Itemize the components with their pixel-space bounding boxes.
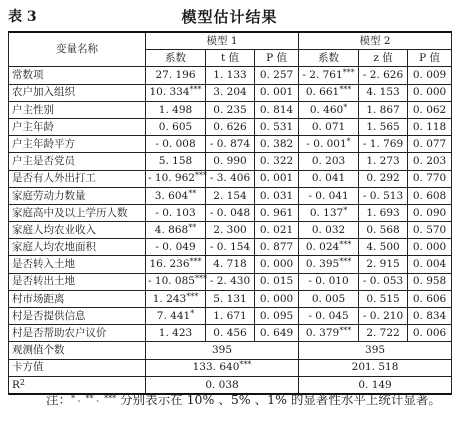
coef-m2-cell	[299, 84, 359, 101]
sig-stars-m2: ***	[339, 240, 352, 250]
z-value: 4. 500	[359, 239, 408, 256]
coef-m1: 1. 243	[152, 292, 187, 305]
z-value: 1. 867	[359, 101, 408, 118]
z-value: - 1. 769	[359, 136, 408, 153]
p-value-m1: 0. 095	[255, 308, 299, 325]
p-value-m1: 0. 001	[255, 170, 299, 187]
p-value-m1: 0. 031	[255, 187, 299, 204]
coef-m1-cell	[146, 67, 206, 84]
p-value-m2: 0. 000	[408, 84, 452, 101]
p-header-m1: P 值	[255, 50, 299, 67]
coef-header-m2: 系数	[299, 50, 359, 67]
table-row	[9, 170, 452, 187]
coef-header-m1: 系数	[146, 50, 206, 67]
summary-m2: 395	[365, 344, 386, 357]
table-row	[9, 290, 452, 307]
coef-m1: - 10. 085	[148, 275, 195, 288]
table-row	[9, 273, 452, 290]
table-row	[9, 187, 452, 204]
coef-m2-cell	[299, 187, 359, 204]
z-value: 0. 292	[359, 170, 408, 187]
coef-m2: - 0. 045	[308, 309, 349, 322]
coef-m2: - 0. 041	[308, 189, 349, 202]
summary-m2-cell	[299, 359, 452, 376]
z-value: 1. 273	[359, 153, 408, 170]
summary-label: 卡方值	[9, 359, 146, 376]
coef-m1: 4. 868	[154, 223, 189, 236]
t-value: 0. 235	[206, 101, 255, 118]
t-value: - 0. 154	[206, 239, 255, 256]
sig-stars-m2: ***	[342, 68, 355, 78]
t-value: 1. 133	[206, 67, 255, 84]
coef-m2-cell	[299, 325, 359, 342]
p-value-m2: 0. 958	[408, 273, 452, 290]
table-header	[8, 6, 451, 26]
p-value-m2: 0. 009	[408, 67, 452, 84]
p-value-m2: 0. 570	[408, 222, 452, 239]
coef-m1-cell	[146, 256, 206, 273]
p-value-m2: 0. 834	[408, 308, 452, 325]
z-value: 2. 722	[359, 325, 408, 342]
note-prefix: 注：	[46, 392, 72, 407]
variable-name: 是否有人外出打工	[9, 170, 146, 187]
p-value-m2: 0. 606	[408, 290, 452, 307]
coef-m2: 0. 460	[309, 103, 344, 116]
coef-m2-cell	[299, 118, 359, 135]
coef-m1: 5. 158	[158, 155, 193, 168]
coef-m2: - 0. 001	[306, 137, 347, 150]
variable-name: 户主年龄平方	[9, 136, 146, 153]
p-value-m2: 0. 608	[408, 187, 452, 204]
coef-m2: 0. 071	[311, 120, 346, 133]
t-value: 2. 300	[206, 222, 255, 239]
p-value-m2: 0. 203	[408, 153, 452, 170]
sig-stars-m2: *	[343, 205, 348, 215]
t-header-m1: t 值	[206, 50, 255, 67]
coef-m2-cell	[299, 290, 359, 307]
r2-sup: 2	[19, 377, 25, 387]
summary-row	[9, 342, 452, 359]
summary-m1: 395	[211, 344, 233, 357]
table-row	[9, 84, 452, 101]
coef-m1-cell	[146, 222, 206, 239]
table-title: 模型估计结果	[181, 8, 278, 26]
table-row	[9, 222, 452, 239]
coef-m1: 7. 441	[156, 309, 191, 322]
table-row	[9, 153, 452, 170]
r2-label: R	[12, 378, 20, 391]
z-value: - 0. 210	[359, 308, 408, 325]
p-value-m2: 0. 062	[408, 101, 452, 118]
coef-m2: 0. 041	[311, 172, 346, 185]
z-value: 4. 153	[359, 84, 408, 101]
z-value: 1. 693	[359, 204, 408, 221]
t-value: 0. 626	[206, 118, 255, 135]
table-row	[9, 308, 452, 325]
variable-name: 是否转出土地	[9, 273, 146, 290]
coef-m1-cell	[146, 84, 206, 101]
sig-stars-m1: ***	[194, 274, 207, 284]
coef-m1-cell	[146, 308, 206, 325]
p-value-m1: 0. 877	[255, 239, 299, 256]
summary-m1-stars: ***	[239, 360, 252, 370]
model2-header: 模型 2	[299, 32, 452, 50]
variable-name: 村是否帮助农户议价	[9, 325, 146, 342]
variable-name: 家庭劳动力数量	[9, 187, 146, 204]
coef-m1-cell	[146, 239, 206, 256]
coef-m1-cell	[146, 273, 206, 290]
table-note	[10, 390, 450, 409]
coef-m1: 10. 334	[149, 86, 190, 99]
summary-m1-cell	[146, 342, 299, 359]
p-value-m1: 0. 021	[255, 222, 299, 239]
header-row-1	[9, 32, 452, 50]
coef-m2: 0. 005	[311, 292, 346, 305]
coef-m1: - 0. 008	[155, 137, 196, 150]
sig-stars-m2: *	[346, 136, 351, 146]
variable-name: 农户加入组织	[9, 84, 146, 101]
coef-m1-cell	[146, 204, 206, 221]
table-row	[9, 256, 452, 273]
variable-name: 家庭高中及以上学历人数	[9, 204, 146, 221]
t-value: 0. 990	[206, 153, 255, 170]
p-value-m1: 0. 814	[255, 101, 299, 118]
p-value-m1: 0. 000	[255, 290, 299, 307]
coef-m2-cell	[299, 273, 359, 290]
table-row	[9, 325, 452, 342]
coef-m2-cell	[299, 153, 359, 170]
coef-m2-cell	[299, 67, 359, 84]
sig-stars-m2: ***	[339, 85, 352, 95]
p-value-m1: 0. 961	[255, 204, 299, 221]
coef-m2: 0. 203	[311, 155, 346, 168]
z-value: 1. 565	[359, 118, 408, 135]
coef-m1-cell	[146, 153, 206, 170]
sig-stars-m1: ***	[186, 291, 199, 301]
variable-name: 户主年龄	[9, 118, 146, 135]
summary-m2: 201. 518	[351, 361, 399, 374]
note-stars: * 、** 、***	[71, 394, 117, 403]
z-value: 0. 568	[359, 222, 408, 239]
coef-m2: 0. 032	[311, 223, 346, 236]
t-value: - 0. 048	[206, 204, 255, 221]
coef-m1: - 0. 103	[155, 206, 196, 219]
z-value: 0. 515	[359, 290, 408, 307]
z-value: - 2. 626	[359, 67, 408, 84]
variable-name: 常数项	[9, 67, 146, 84]
coef-m1: - 10. 962	[148, 172, 195, 185]
model-estimation-table	[8, 31, 452, 395]
coef-m1-cell	[146, 101, 206, 118]
table-number: 表 3	[8, 9, 37, 25]
table-row	[9, 239, 452, 256]
summary-m2-cell	[299, 342, 452, 359]
sig-stars-m2: ***	[339, 326, 352, 336]
t-value: - 3. 406	[206, 170, 255, 187]
p-value-m1: 0. 382	[255, 136, 299, 153]
p-value-m1: 0. 000	[255, 256, 299, 273]
coef-m2-cell	[299, 222, 359, 239]
coef-m1-cell	[146, 290, 206, 307]
sig-stars-m1: **	[188, 188, 197, 198]
p-value-m2: 0. 006	[408, 325, 452, 342]
table-row	[9, 118, 452, 135]
p-value-m2: 0. 118	[408, 118, 452, 135]
variable-name: 户主性别	[9, 101, 146, 118]
coef-m1: 16. 236	[149, 258, 190, 271]
sig-stars-m1: ***	[189, 257, 202, 267]
coef-m1-cell	[146, 136, 206, 153]
z-value: 2. 915	[359, 256, 408, 273]
coef-m1-cell	[146, 187, 206, 204]
p-value-m1: 0. 649	[255, 325, 299, 342]
r2-m1: 0. 038	[146, 376, 299, 394]
p-value-m1: 0. 015	[255, 273, 299, 290]
coef-m2: 0. 137	[309, 206, 344, 219]
sig-stars-m1: ***	[189, 85, 202, 95]
variable-name: 家庭人均农业收入	[9, 222, 146, 239]
z-value: - 0. 513	[359, 187, 408, 204]
t-value: 2. 154	[206, 187, 255, 204]
p-value-m2: 0. 004	[408, 256, 452, 273]
p-value-m2: 0. 077	[408, 136, 452, 153]
coef-m1: 1. 423	[158, 327, 193, 340]
summary-row	[9, 359, 452, 376]
coef-m2-cell	[299, 136, 359, 153]
coef-m2: - 2. 761	[302, 69, 343, 82]
r2-m2: 0. 149	[299, 376, 452, 394]
t-value: 5. 131	[206, 290, 255, 307]
sig-stars-m1: **	[188, 222, 197, 232]
coef-m2-cell	[299, 239, 359, 256]
z-header-m2: z 值	[359, 50, 408, 67]
table-row	[9, 67, 452, 84]
coef-m1-cell	[146, 170, 206, 187]
summary-m1-cell	[146, 359, 299, 376]
t-value: 3. 204	[206, 84, 255, 101]
summary-label: 观测值个数	[9, 342, 146, 359]
coef-m1-cell	[146, 118, 206, 135]
coef-m1: 27. 196	[155, 69, 196, 82]
summary-m1: 133. 640	[192, 361, 240, 374]
coef-m1-cell	[146, 325, 206, 342]
coef-m2: 0. 661	[305, 86, 340, 99]
sig-stars-m2: *	[343, 102, 348, 112]
t-value: 0. 456	[206, 325, 255, 342]
coef-m2-cell	[299, 101, 359, 118]
coef-m2: 0. 024	[305, 241, 340, 254]
p-header-m2: P 值	[408, 50, 452, 67]
coef-m2-cell	[299, 308, 359, 325]
coef-m1: 0. 605	[158, 120, 193, 133]
coef-m2: 0. 379	[305, 327, 340, 340]
p-value-m2: 0. 770	[408, 170, 452, 187]
coef-m2-cell	[299, 170, 359, 187]
sig-stars-m1: *	[190, 308, 195, 318]
sig-stars-m1: ***	[194, 171, 207, 181]
p-value-m1: 0. 531	[255, 118, 299, 135]
p-value-m2: 0. 090	[408, 204, 452, 221]
variable-name: 村是否提供信息	[9, 308, 146, 325]
p-value-m2: 0. 000	[408, 239, 452, 256]
p-value-m1: 0. 257	[255, 67, 299, 84]
coef-m1: 3. 604	[154, 189, 189, 202]
t-value: 1. 671	[206, 308, 255, 325]
coef-m1: - 0. 049	[155, 241, 196, 254]
coef-m2: - 0. 010	[308, 275, 349, 288]
note-text: 分别表示在 10% 、5% 、1% 的显著性水平上统计显著。	[120, 392, 441, 407]
coef-m2-cell	[299, 204, 359, 221]
variable-name: 村市场距离	[9, 290, 146, 307]
t-value: - 2. 430	[206, 273, 255, 290]
variable-name: 是否转入土地	[9, 256, 146, 273]
t-value: - 0. 874	[206, 136, 255, 153]
model1-header: 模型 1	[146, 32, 299, 50]
coef-m2-cell	[299, 256, 359, 273]
table-row	[9, 136, 452, 153]
var-name-header: 变量名称	[9, 32, 146, 67]
z-value: - 0. 053	[359, 273, 408, 290]
table-row	[9, 204, 452, 221]
table-row	[9, 101, 452, 118]
coef-m1: 1. 498	[158, 103, 193, 116]
coef-m2: 0. 395	[305, 258, 340, 271]
variable-name: 户主是否党员	[9, 153, 146, 170]
p-value-m1: 0. 322	[255, 153, 299, 170]
sig-stars-m2: ***	[339, 257, 352, 267]
p-value-m1: 0. 001	[255, 84, 299, 101]
t-value: 4. 718	[206, 256, 255, 273]
variable-name: 家庭人均农地面积	[9, 239, 146, 256]
